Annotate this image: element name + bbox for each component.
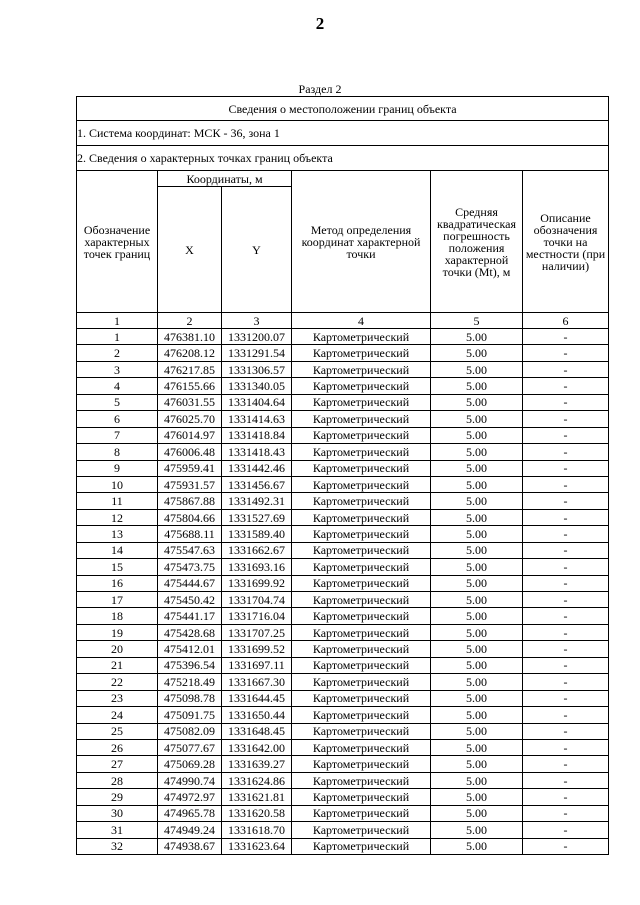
error-cell: 5.00: [431, 542, 523, 558]
y-coordinate-cell: 1331699.92: [222, 575, 292, 591]
method-cell: Картометрический: [292, 756, 431, 772]
column-number: 2: [158, 313, 222, 329]
y-coordinate-cell: 1331662.67: [222, 542, 292, 558]
boundary-points-table: [76, 96, 609, 855]
description-cell: -: [523, 592, 609, 608]
x-coordinate-cell: 476025.70: [158, 411, 222, 427]
description-cell: -: [523, 329, 609, 345]
description-cell: -: [523, 739, 609, 755]
section-label: Раздел 2: [298, 82, 342, 96]
method-cell: Картометрический: [292, 707, 431, 723]
x-coordinate-cell: 475069.28: [158, 756, 222, 772]
table-row: [77, 624, 609, 640]
y-coordinate-cell: 1331404.64: [222, 394, 292, 410]
x-coordinate-cell: 475450.42: [158, 592, 222, 608]
method-cell: Картометрический: [292, 361, 431, 377]
description-cell: -: [523, 822, 609, 838]
x-coordinate-cell: 475091.75: [158, 707, 222, 723]
error-cell: 5.00: [431, 476, 523, 492]
method-cell: Картометрический: [292, 822, 431, 838]
column-number: 6: [523, 313, 609, 329]
point-number-cell: 19: [77, 624, 158, 640]
method-cell: Картометрический: [292, 411, 431, 427]
point-number-cell: 29: [77, 789, 158, 805]
description-cell: -: [523, 559, 609, 575]
method-cell: Картометрический: [292, 493, 431, 509]
point-number-cell: 13: [77, 526, 158, 542]
method-cell: Картометрический: [292, 378, 431, 394]
method-cell: Картометрический: [292, 345, 431, 361]
point-number-cell: 27: [77, 756, 158, 772]
error-cell: 5.00: [431, 378, 523, 394]
y-coordinate-cell: 1331699.52: [222, 641, 292, 657]
point-number-cell: 20: [77, 641, 158, 657]
point-number-cell: 17: [77, 592, 158, 608]
error-cell: 5.00: [431, 361, 523, 377]
y-coordinate-cell: 1331707.25: [222, 624, 292, 640]
point-number-cell: 3: [77, 361, 158, 377]
points-heading: 2. Сведения о характерных точках границ объекта: [77, 146, 609, 171]
error-cell: 5.00: [431, 559, 523, 575]
point-number-cell: 11: [77, 493, 158, 509]
error-cell: 5.00: [431, 789, 523, 805]
method-cell: Картометрический: [292, 674, 431, 690]
point-number-cell: 28: [77, 772, 158, 788]
point-number-cell: 1: [77, 329, 158, 345]
error-cell: 5.00: [431, 329, 523, 345]
x-coordinate-cell: 475082.09: [158, 723, 222, 739]
header-description: Описание обозначения точки на местности (при наличии): [523, 171, 609, 313]
y-coordinate-cell: 1331618.70: [222, 822, 292, 838]
method-cell: Картометрический: [292, 624, 431, 640]
y-coordinate-cell: 1331527.69: [222, 509, 292, 525]
point-number-cell: 2: [77, 345, 158, 361]
column-number: 3: [222, 313, 292, 329]
description-cell: -: [523, 789, 609, 805]
table-row: [77, 657, 609, 673]
x-coordinate-cell: 475959.41: [158, 460, 222, 476]
table-row: [77, 411, 609, 427]
table-row: [77, 822, 609, 838]
table-row: [77, 493, 609, 509]
method-cell: Картометрический: [292, 641, 431, 657]
table-row: [77, 526, 609, 542]
table-row: [77, 641, 609, 657]
column-number: 5: [431, 313, 523, 329]
x-coordinate-cell: 475412.01: [158, 641, 222, 657]
description-cell: -: [523, 674, 609, 690]
description-cell: -: [523, 756, 609, 772]
error-cell: 5.00: [431, 526, 523, 542]
error-cell: 5.00: [431, 427, 523, 443]
description-cell: -: [523, 526, 609, 542]
x-coordinate-cell: 475396.54: [158, 657, 222, 673]
error-cell: 5.00: [431, 690, 523, 706]
point-number-cell: 24: [77, 707, 158, 723]
y-coordinate-cell: 1331642.00: [222, 739, 292, 755]
y-coordinate-cell: 1331418.43: [222, 444, 292, 460]
y-coordinate-cell: 1331697.11: [222, 657, 292, 673]
point-number-cell: 7: [77, 427, 158, 443]
table-row: [77, 361, 609, 377]
description-cell: -: [523, 378, 609, 394]
x-coordinate-cell: 475077.67: [158, 739, 222, 755]
point-number-cell: 8: [77, 444, 158, 460]
y-coordinate-cell: 1331620.58: [222, 805, 292, 821]
error-cell: 5.00: [431, 805, 523, 821]
x-coordinate-cell: 476031.55: [158, 394, 222, 410]
method-cell: Картометрический: [292, 427, 431, 443]
description-cell: -: [523, 772, 609, 788]
method-cell: Картометрический: [292, 690, 431, 706]
point-number-cell: 4: [77, 378, 158, 394]
point-number-cell: 22: [77, 674, 158, 690]
table-row: [77, 707, 609, 723]
x-coordinate-cell: 476208.12: [158, 345, 222, 361]
method-cell: Картометрический: [292, 509, 431, 525]
error-cell: 5.00: [431, 756, 523, 772]
method-cell: Картометрический: [292, 476, 431, 492]
point-number-cell: 10: [77, 476, 158, 492]
description-cell: -: [523, 444, 609, 460]
error-cell: 5.00: [431, 608, 523, 624]
x-coordinate-cell: 475441.17: [158, 608, 222, 624]
error-cell: 5.00: [431, 674, 523, 690]
y-coordinate-cell: 1331456.67: [222, 476, 292, 492]
error-cell: 5.00: [431, 575, 523, 591]
method-cell: Картометрический: [292, 542, 431, 558]
error-cell: 5.00: [431, 345, 523, 361]
description-cell: -: [523, 509, 609, 525]
error-cell: 5.00: [431, 641, 523, 657]
y-coordinate-cell: 1331589.40: [222, 526, 292, 542]
point-number-cell: 18: [77, 608, 158, 624]
point-number-cell: 31: [77, 822, 158, 838]
y-coordinate-cell: 1331291.54: [222, 345, 292, 361]
method-cell: Картометрический: [292, 789, 431, 805]
x-coordinate-cell: 476217.85: [158, 361, 222, 377]
description-cell: -: [523, 707, 609, 723]
point-number-cell: 21: [77, 657, 158, 673]
x-coordinate-cell: 475867.88: [158, 493, 222, 509]
description-cell: -: [523, 657, 609, 673]
description-cell: -: [523, 476, 609, 492]
x-coordinate-cell: 474972.97: [158, 789, 222, 805]
table-row: [77, 476, 609, 492]
column-number: 1: [77, 313, 158, 329]
page-number: 2: [315, 14, 325, 33]
y-coordinate-cell: 1331667.30: [222, 674, 292, 690]
point-number-cell: 26: [77, 739, 158, 755]
y-coordinate-cell: 1331693.16: [222, 559, 292, 575]
y-coordinate-cell: 1331716.04: [222, 608, 292, 624]
header-x: X: [158, 187, 222, 313]
table-row: [77, 805, 609, 821]
table-row: [77, 739, 609, 755]
description-cell: -: [523, 608, 609, 624]
table-title: Сведения о местоположении границ объекта: [77, 97, 609, 121]
table-row: [77, 772, 609, 788]
x-coordinate-cell: 475547.63: [158, 542, 222, 558]
header-y: Y: [222, 187, 292, 313]
point-number-cell: 12: [77, 509, 158, 525]
header-point-designation: Обозначение характерных точек границ: [77, 171, 158, 313]
error-cell: 5.00: [431, 707, 523, 723]
y-coordinate-cell: 1331306.57: [222, 361, 292, 377]
description-cell: -: [523, 542, 609, 558]
table-row: [77, 789, 609, 805]
description-cell: -: [523, 460, 609, 476]
description-cell: -: [523, 690, 609, 706]
table-row: [77, 756, 609, 772]
x-coordinate-cell: 474990.74: [158, 772, 222, 788]
x-coordinate-cell: 475473.75: [158, 559, 222, 575]
y-coordinate-cell: 1331644.45: [222, 690, 292, 706]
x-coordinate-cell: 475804.66: [158, 509, 222, 525]
point-number-cell: 25: [77, 723, 158, 739]
x-coordinate-cell: 475098.78: [158, 690, 222, 706]
y-coordinate-cell: 1331624.86: [222, 772, 292, 788]
y-coordinate-cell: 1331414.63: [222, 411, 292, 427]
header-error: Средняя квадратическая погрешность положения характерной точки (Mt), м: [431, 171, 523, 313]
table-row: [77, 427, 609, 443]
table-row: [77, 608, 609, 624]
error-cell: 5.00: [431, 592, 523, 608]
y-coordinate-cell: 1331200.07: [222, 329, 292, 345]
y-coordinate-cell: 1331650.44: [222, 707, 292, 723]
point-number-cell: 23: [77, 690, 158, 706]
method-cell: Картометрический: [292, 394, 431, 410]
method-cell: Картометрический: [292, 805, 431, 821]
description-cell: -: [523, 411, 609, 427]
error-cell: 5.00: [431, 460, 523, 476]
x-coordinate-cell: 475428.68: [158, 624, 222, 640]
y-coordinate-cell: 1331621.81: [222, 789, 292, 805]
x-coordinate-cell: 475931.57: [158, 476, 222, 492]
header-coordinates: Координаты, м: [158, 171, 292, 187]
point-number-cell: 16: [77, 575, 158, 591]
table-row: [77, 723, 609, 739]
method-cell: Картометрический: [292, 838, 431, 854]
table-row: [77, 542, 609, 558]
coordinate-system: 1. Система координат: МСК - 36, зона 1: [77, 121, 609, 146]
error-cell: 5.00: [431, 739, 523, 755]
table-row: [77, 674, 609, 690]
method-cell: Картометрический: [292, 739, 431, 755]
method-cell: Картометрический: [292, 575, 431, 591]
x-coordinate-cell: 475218.49: [158, 674, 222, 690]
method-cell: Картометрический: [292, 526, 431, 542]
y-coordinate-cell: 1331648.45: [222, 723, 292, 739]
description-cell: -: [523, 361, 609, 377]
error-cell: 5.00: [431, 394, 523, 410]
x-coordinate-cell: 474949.24: [158, 822, 222, 838]
table-row: [77, 838, 609, 854]
method-cell: Картометрический: [292, 444, 431, 460]
description-cell: -: [523, 493, 609, 509]
y-coordinate-cell: 1331704.74: [222, 592, 292, 608]
description-cell: -: [523, 723, 609, 739]
description-cell: -: [523, 345, 609, 361]
point-number-cell: 6: [77, 411, 158, 427]
table-row: [77, 559, 609, 575]
y-coordinate-cell: 1331639.27: [222, 756, 292, 772]
method-cell: Картометрический: [292, 723, 431, 739]
table-row: [77, 690, 609, 706]
method-cell: Картометрический: [292, 657, 431, 673]
error-cell: 5.00: [431, 624, 523, 640]
x-coordinate-cell: 476006.48: [158, 444, 222, 460]
column-number: 4: [292, 313, 431, 329]
method-cell: Картометрический: [292, 772, 431, 788]
table-row: [77, 378, 609, 394]
description-cell: -: [523, 805, 609, 821]
point-number-cell: 32: [77, 838, 158, 854]
x-coordinate-cell: 476155.66: [158, 378, 222, 394]
table-row: [77, 509, 609, 525]
error-cell: 5.00: [431, 657, 523, 673]
column-number-row: [77, 313, 609, 329]
error-cell: 5.00: [431, 411, 523, 427]
error-cell: 5.00: [431, 509, 523, 525]
method-cell: Картометрический: [292, 559, 431, 575]
error-cell: 5.00: [431, 723, 523, 739]
point-number-cell: 9: [77, 460, 158, 476]
x-coordinate-cell: 474965.78: [158, 805, 222, 821]
table-row: [77, 394, 609, 410]
error-cell: 5.00: [431, 772, 523, 788]
error-cell: 5.00: [431, 493, 523, 509]
header-method: Метод определения координат характерной точки: [292, 171, 431, 313]
table-row: [77, 592, 609, 608]
table-row: [77, 329, 609, 345]
description-cell: -: [523, 427, 609, 443]
point-number-cell: 14: [77, 542, 158, 558]
method-cell: Картометрический: [292, 608, 431, 624]
y-coordinate-cell: 1331623.64: [222, 838, 292, 854]
x-coordinate-cell: 474938.67: [158, 838, 222, 854]
y-coordinate-cell: 1331442.46: [222, 460, 292, 476]
method-cell: Картометрический: [292, 460, 431, 476]
error-cell: 5.00: [431, 444, 523, 460]
description-cell: -: [523, 838, 609, 854]
x-coordinate-cell: 475688.11: [158, 526, 222, 542]
x-coordinate-cell: 476014.97: [158, 427, 222, 443]
x-coordinate-cell: 475444.67: [158, 575, 222, 591]
error-cell: 5.00: [431, 822, 523, 838]
description-cell: -: [523, 624, 609, 640]
error-cell: 5.00: [431, 838, 523, 854]
method-cell: Картометрический: [292, 592, 431, 608]
point-number-cell: 5: [77, 394, 158, 410]
x-coordinate-cell: 476381.10: [158, 329, 222, 345]
description-cell: -: [523, 394, 609, 410]
y-coordinate-cell: 1331492.31: [222, 493, 292, 509]
point-number-cell: 30: [77, 805, 158, 821]
table-row: [77, 575, 609, 591]
table-row: [77, 460, 609, 476]
table-row: [77, 444, 609, 460]
y-coordinate-cell: 1331340.05: [222, 378, 292, 394]
table-row: [77, 345, 609, 361]
method-cell: Картометрический: [292, 329, 431, 345]
point-number-cell: 15: [77, 559, 158, 575]
description-cell: -: [523, 641, 609, 657]
y-coordinate-cell: 1331418.84: [222, 427, 292, 443]
description-cell: -: [523, 575, 609, 591]
